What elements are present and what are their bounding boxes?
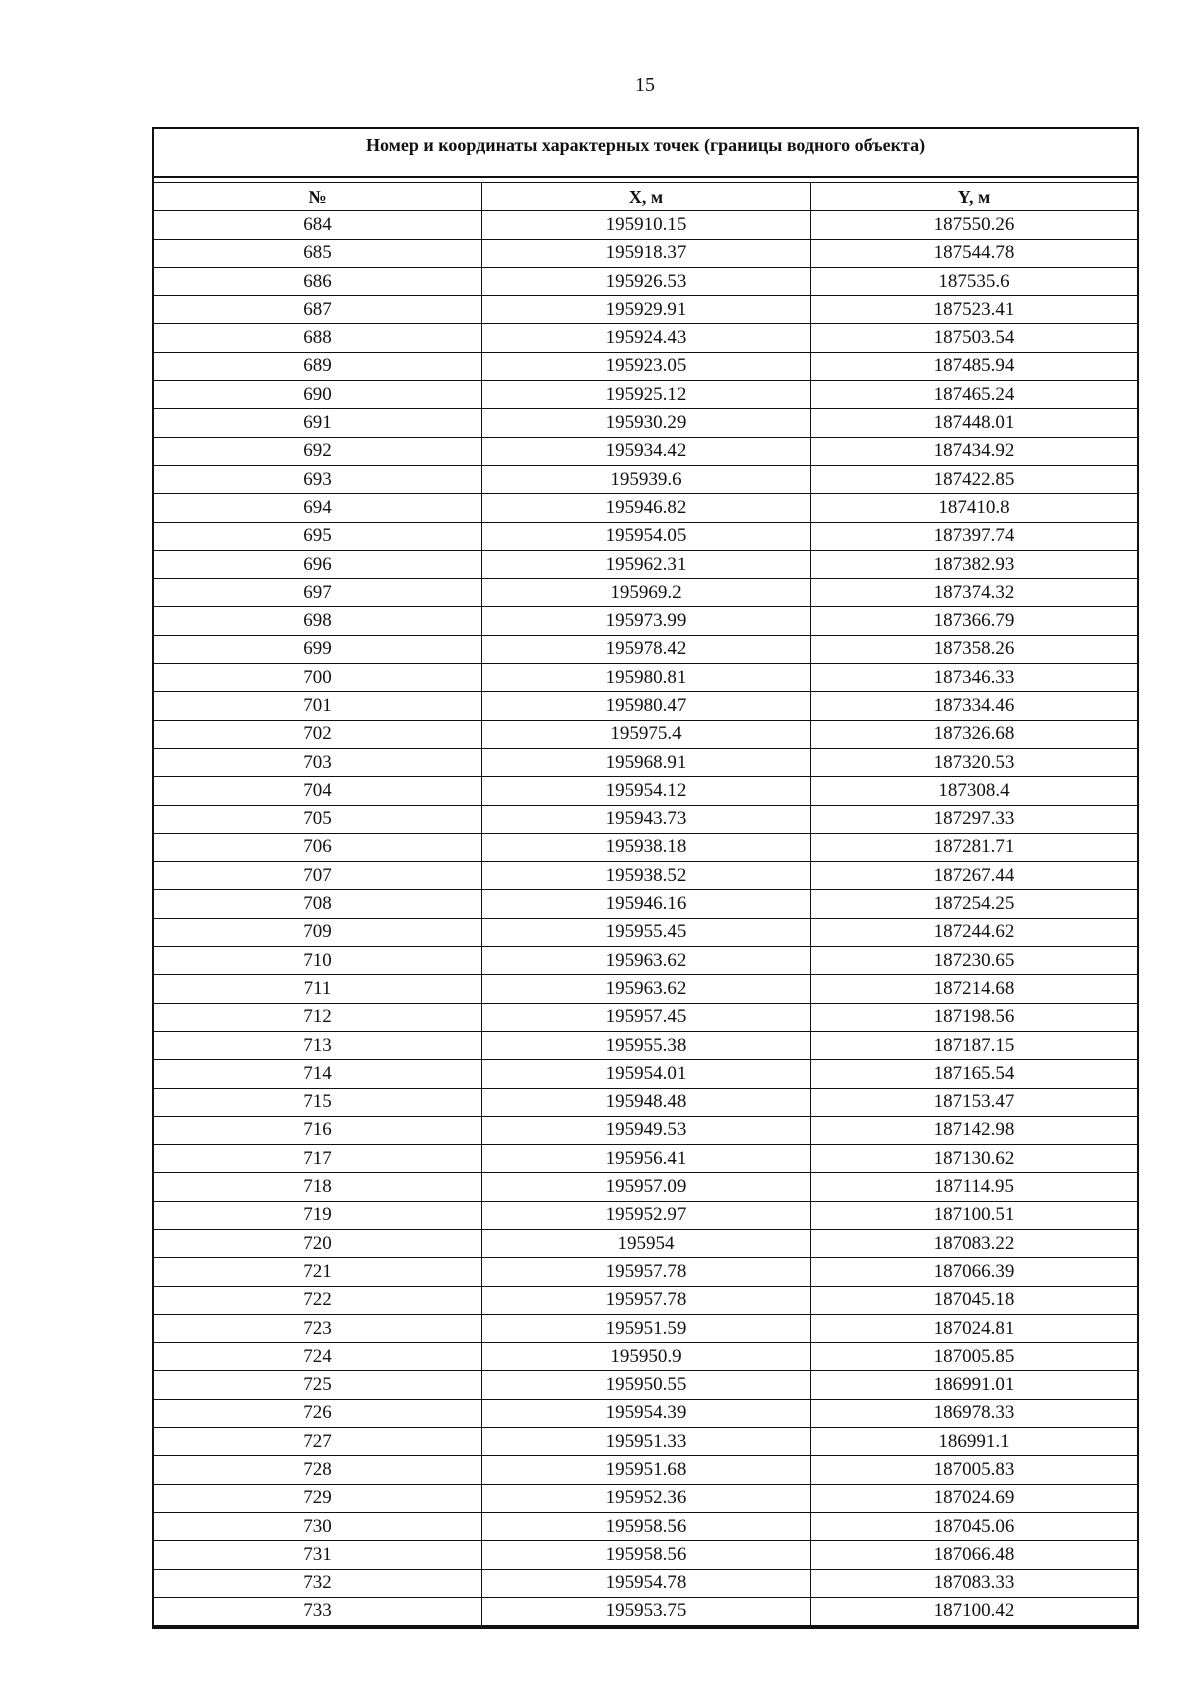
table-row [154, 720, 1137, 748]
cell-y: 187244.62 [811, 918, 1138, 946]
table-row [154, 607, 1137, 635]
cell-x: 195918.37 [482, 239, 811, 267]
cell-y: 187297.33 [811, 805, 1138, 833]
cell-y: 186991.1 [811, 1428, 1138, 1456]
table-row [154, 918, 1137, 946]
table-row [154, 1003, 1137, 1031]
table-caption: Номер и координаты характерных точек (границы водного объекта) [154, 129, 1137, 178]
table-row [154, 692, 1137, 720]
cell-number: 702 [154, 720, 482, 748]
cell-x: 195925.12 [482, 381, 811, 409]
table-row [154, 267, 1137, 295]
table-row [154, 833, 1137, 861]
cell-number: 687 [154, 296, 482, 324]
cell-y: 187308.4 [811, 777, 1138, 805]
cell-x: 195963.62 [482, 975, 811, 1003]
cell-x: 195980.81 [482, 664, 811, 692]
page-number: 15 [635, 74, 655, 96]
cell-x: 195963.62 [482, 947, 811, 975]
cell-x: 195924.43 [482, 324, 811, 352]
cell-x: 195929.91 [482, 296, 811, 324]
table-row [154, 296, 1137, 324]
cell-y: 187100.51 [811, 1201, 1138, 1229]
table-row [154, 748, 1137, 776]
table-row [154, 324, 1137, 352]
table-row [154, 635, 1137, 663]
cell-number: 716 [154, 1116, 482, 1144]
cell-x: 195956.41 [482, 1145, 811, 1173]
cell-number: 707 [154, 862, 482, 890]
cell-x: 195930.29 [482, 409, 811, 437]
table-row [154, 1258, 1137, 1286]
cell-x: 195958.56 [482, 1512, 811, 1540]
cell-x: 195978.42 [482, 635, 811, 663]
table-row [154, 1428, 1137, 1456]
cell-number: 705 [154, 805, 482, 833]
cell-y: 187165.54 [811, 1060, 1138, 1088]
cell-x: 195952.97 [482, 1201, 811, 1229]
table-row [154, 522, 1137, 550]
cell-x: 195926.53 [482, 267, 811, 295]
cell-number: 697 [154, 579, 482, 607]
cell-number: 731 [154, 1541, 482, 1569]
table-row [154, 1456, 1137, 1484]
cell-x: 195954.12 [482, 777, 811, 805]
cell-number: 692 [154, 437, 482, 465]
table-row [154, 1484, 1137, 1512]
cell-y: 187320.53 [811, 748, 1138, 776]
cell-x: 195957.78 [482, 1286, 811, 1314]
table-row [154, 1343, 1137, 1371]
cell-x: 195954.39 [482, 1399, 811, 1427]
cell-x: 195950.9 [482, 1343, 811, 1371]
cell-x: 195946.82 [482, 494, 811, 522]
cell-y: 187130.62 [811, 1145, 1138, 1173]
cell-y: 187083.33 [811, 1569, 1138, 1597]
cell-x: 195973.99 [482, 607, 811, 635]
table-row [154, 777, 1137, 805]
cell-y: 187024.69 [811, 1484, 1138, 1512]
cell-number: 703 [154, 748, 482, 776]
cell-x: 195975.4 [482, 720, 811, 748]
cell-x: 195958.56 [482, 1541, 811, 1569]
table-row [154, 947, 1137, 975]
cell-number: 717 [154, 1145, 482, 1173]
cell-x: 195938.18 [482, 833, 811, 861]
header-y: Y, м [811, 183, 1138, 211]
cell-number: 709 [154, 918, 482, 946]
cell-x: 195946.16 [482, 890, 811, 918]
cell-y: 186991.01 [811, 1371, 1138, 1399]
table-row [154, 1088, 1137, 1116]
cell-x: 195951.33 [482, 1428, 811, 1456]
header-x: X, м [482, 183, 811, 211]
cell-y: 187410.8 [811, 494, 1138, 522]
table-row [154, 465, 1137, 493]
cell-y: 187503.54 [811, 324, 1138, 352]
cell-y: 187198.56 [811, 1003, 1138, 1031]
table-row [154, 1314, 1137, 1342]
table-row [154, 1145, 1137, 1173]
cell-number: 733 [154, 1597, 482, 1626]
table-row [154, 1399, 1137, 1427]
table-row [154, 1541, 1137, 1569]
coordinates-table [154, 182, 1137, 1627]
cell-number: 730 [154, 1512, 482, 1540]
cell-number: 719 [154, 1201, 482, 1229]
cell-y: 187114.95 [811, 1173, 1138, 1201]
cell-number: 708 [154, 890, 482, 918]
cell-x: 195943.73 [482, 805, 811, 833]
table-row [154, 494, 1137, 522]
cell-number: 684 [154, 211, 482, 239]
cell-number: 695 [154, 522, 482, 550]
cell-y: 187214.68 [811, 975, 1138, 1003]
cell-number: 698 [154, 607, 482, 635]
cell-y: 187187.15 [811, 1031, 1138, 1059]
table-row [154, 805, 1137, 833]
cell-y: 187535.6 [811, 267, 1138, 295]
cell-x: 195948.48 [482, 1088, 811, 1116]
cell-x: 195955.45 [482, 918, 811, 946]
table-row [154, 1201, 1137, 1229]
cell-y: 187544.78 [811, 239, 1138, 267]
table-row [154, 1116, 1137, 1144]
cell-y: 187485.94 [811, 352, 1138, 380]
cell-y: 187083.22 [811, 1229, 1138, 1257]
cell-y: 186978.33 [811, 1399, 1138, 1427]
table-row [154, 1512, 1137, 1540]
cell-number: 729 [154, 1484, 482, 1512]
cell-y: 187334.46 [811, 692, 1138, 720]
cell-number: 715 [154, 1088, 482, 1116]
table-row [154, 1031, 1137, 1059]
cell-number: 690 [154, 381, 482, 409]
cell-number: 686 [154, 267, 482, 295]
cell-y: 187434.92 [811, 437, 1138, 465]
cell-y: 187024.81 [811, 1314, 1138, 1342]
table-row [154, 579, 1137, 607]
cell-y: 187465.24 [811, 381, 1138, 409]
table-row [154, 409, 1137, 437]
table-row [154, 352, 1137, 380]
cell-x: 195951.59 [482, 1314, 811, 1342]
cell-y: 187358.26 [811, 635, 1138, 663]
cell-number: 723 [154, 1314, 482, 1342]
cell-x: 195969.2 [482, 579, 811, 607]
table-row [154, 1569, 1137, 1597]
cell-x: 195952.36 [482, 1484, 811, 1512]
cell-x: 195957.78 [482, 1258, 811, 1286]
cell-y: 187230.65 [811, 947, 1138, 975]
cell-number: 722 [154, 1286, 482, 1314]
cell-number: 725 [154, 1371, 482, 1399]
cell-x: 195951.68 [482, 1456, 811, 1484]
cell-number: 688 [154, 324, 482, 352]
cell-number: 728 [154, 1456, 482, 1484]
cell-y: 187422.85 [811, 465, 1138, 493]
cell-x: 195968.91 [482, 748, 811, 776]
cell-x: 195954 [482, 1229, 811, 1257]
cell-number: 691 [154, 409, 482, 437]
cell-y: 187066.39 [811, 1258, 1138, 1286]
table-row [154, 550, 1137, 578]
cell-x: 195953.75 [482, 1597, 811, 1626]
cell-x: 195950.55 [482, 1371, 811, 1399]
coordinates-table-frame [152, 127, 1139, 1629]
cell-number: 727 [154, 1428, 482, 1456]
cell-number: 732 [154, 1569, 482, 1597]
cell-y: 187326.68 [811, 720, 1138, 748]
cell-number: 721 [154, 1258, 482, 1286]
header-number: № [154, 183, 482, 211]
cell-number: 685 [154, 239, 482, 267]
cell-number: 714 [154, 1060, 482, 1088]
cell-y: 187382.93 [811, 550, 1138, 578]
cell-x: 195939.6 [482, 465, 811, 493]
cell-number: 724 [154, 1343, 482, 1371]
cell-number: 710 [154, 947, 482, 975]
table-row [154, 975, 1137, 1003]
table-body [154, 211, 1137, 1626]
cell-x: 195954.05 [482, 522, 811, 550]
cell-y: 187254.25 [811, 890, 1138, 918]
cell-x: 195954.78 [482, 1569, 811, 1597]
table-row [154, 1286, 1137, 1314]
table-row [154, 1060, 1137, 1088]
cell-x: 195934.42 [482, 437, 811, 465]
cell-x: 195923.05 [482, 352, 811, 380]
cell-y: 187374.32 [811, 579, 1138, 607]
cell-number: 706 [154, 833, 482, 861]
cell-x: 195954.01 [482, 1060, 811, 1088]
table-row [154, 664, 1137, 692]
cell-x: 195962.31 [482, 550, 811, 578]
cell-number: 711 [154, 975, 482, 1003]
table-row [154, 211, 1137, 239]
cell-number: 696 [154, 550, 482, 578]
cell-number: 700 [154, 664, 482, 692]
table-row [154, 1597, 1137, 1626]
cell-y: 187267.44 [811, 862, 1138, 890]
cell-number: 720 [154, 1229, 482, 1257]
table-row [154, 1173, 1137, 1201]
cell-number: 689 [154, 352, 482, 380]
table-row [154, 890, 1137, 918]
cell-number: 726 [154, 1399, 482, 1427]
cell-x: 195980.47 [482, 692, 811, 720]
table-row [154, 381, 1137, 409]
table-header-row [154, 183, 1137, 211]
cell-x: 195938.52 [482, 862, 811, 890]
table-row [154, 862, 1137, 890]
cell-y: 187142.98 [811, 1116, 1138, 1144]
cell-x: 195957.09 [482, 1173, 811, 1201]
table-row [154, 437, 1137, 465]
cell-y: 187045.18 [811, 1286, 1138, 1314]
cell-y: 187005.83 [811, 1456, 1138, 1484]
cell-y: 187153.47 [811, 1088, 1138, 1116]
cell-x: 195910.15 [482, 211, 811, 239]
cell-y: 187448.01 [811, 409, 1138, 437]
cell-number: 718 [154, 1173, 482, 1201]
cell-y: 187523.41 [811, 296, 1138, 324]
cell-y: 187045.06 [811, 1512, 1138, 1540]
cell-number: 712 [154, 1003, 482, 1031]
table-row [154, 1371, 1137, 1399]
cell-y: 187550.26 [811, 211, 1138, 239]
cell-x: 195949.53 [482, 1116, 811, 1144]
cell-y: 187346.33 [811, 664, 1138, 692]
cell-number: 693 [154, 465, 482, 493]
cell-y: 187366.79 [811, 607, 1138, 635]
cell-y: 187066.48 [811, 1541, 1138, 1569]
cell-number: 704 [154, 777, 482, 805]
cell-number: 701 [154, 692, 482, 720]
table-row [154, 1229, 1137, 1257]
table-row [154, 239, 1137, 267]
cell-x: 195957.45 [482, 1003, 811, 1031]
cell-y: 187281.71 [811, 833, 1138, 861]
cell-y: 187100.42 [811, 1597, 1138, 1626]
cell-number: 713 [154, 1031, 482, 1059]
cell-y: 187397.74 [811, 522, 1138, 550]
cell-y: 187005.85 [811, 1343, 1138, 1371]
cell-number: 699 [154, 635, 482, 663]
cell-x: 195955.38 [482, 1031, 811, 1059]
cell-number: 694 [154, 494, 482, 522]
